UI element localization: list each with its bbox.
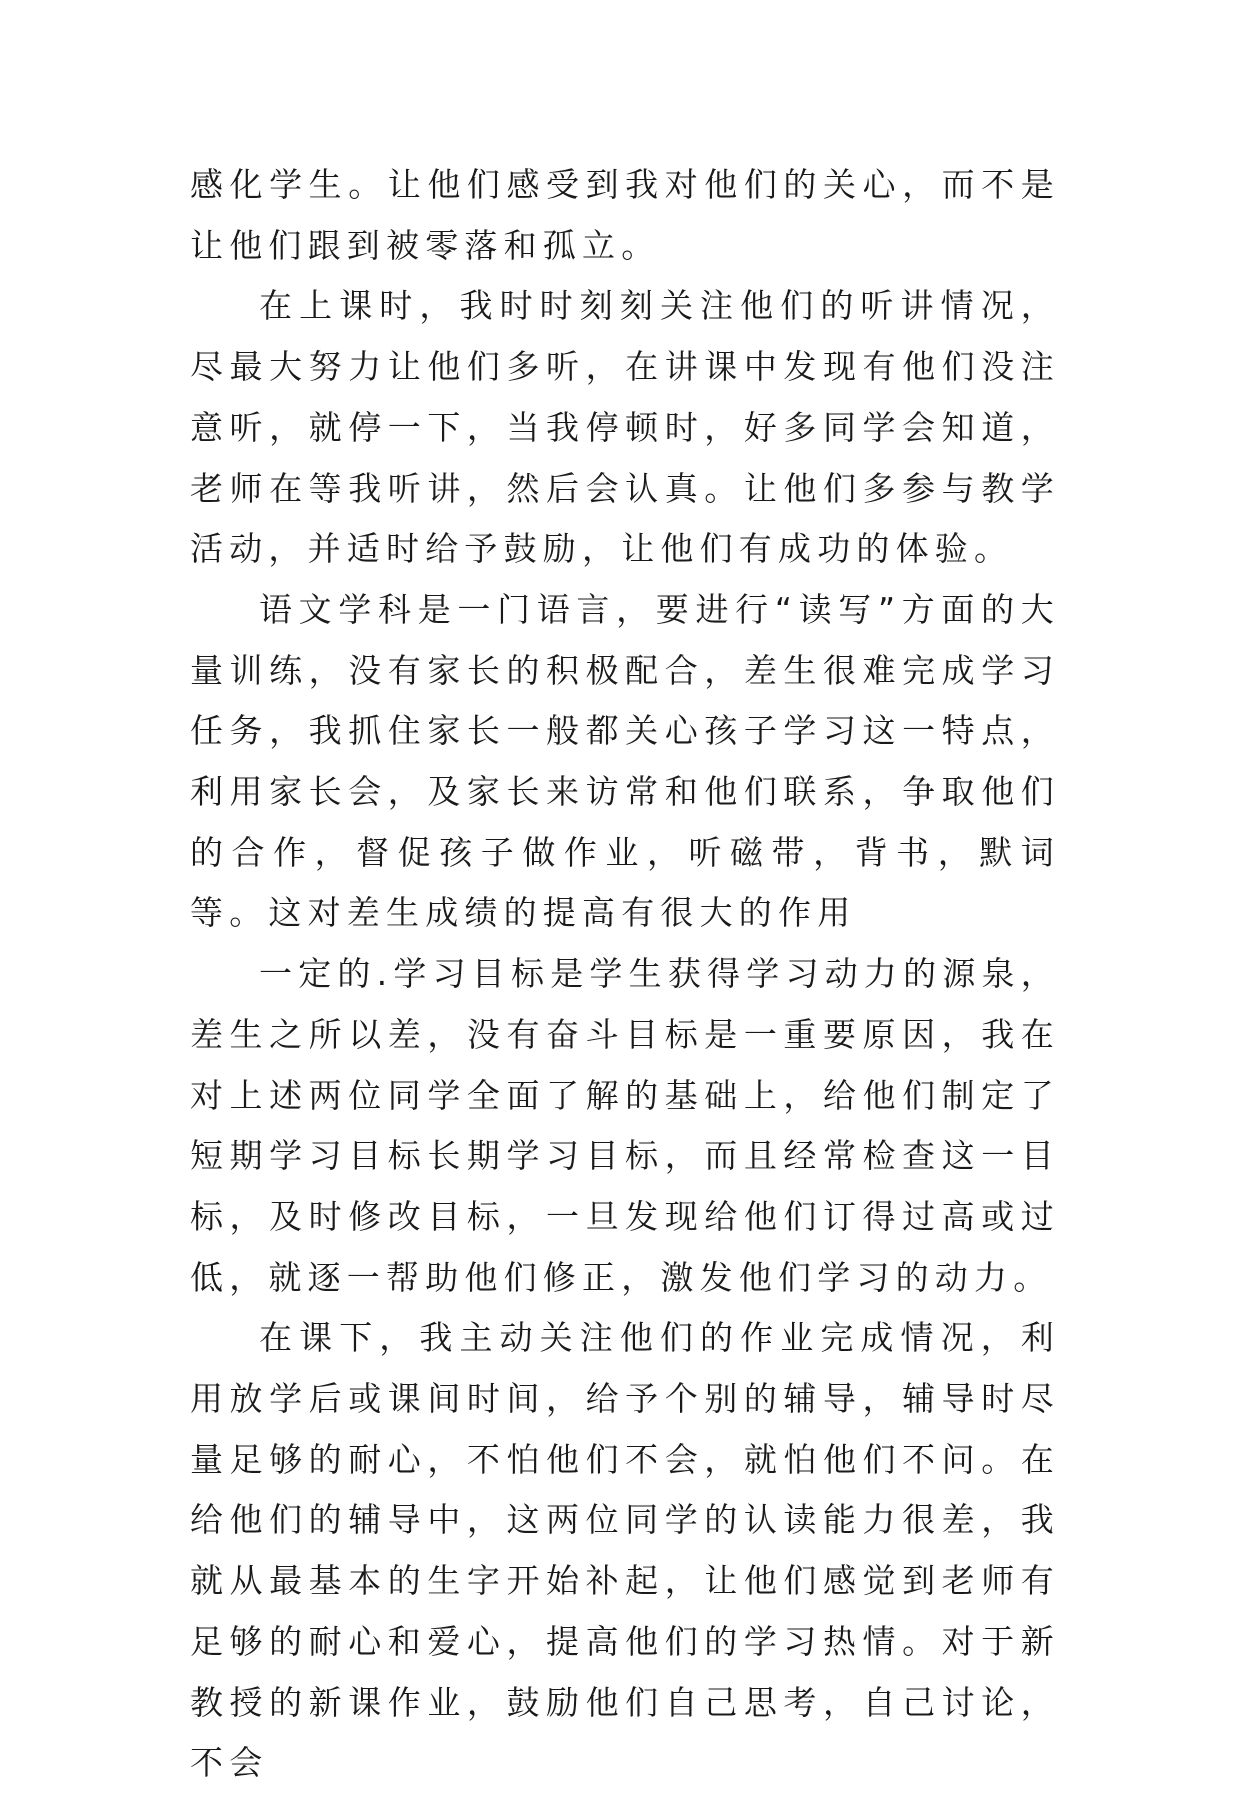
document-body	[190, 155, 1060, 1794]
paragraph-1: 感化学生。让他们感受到我对他们的关心，而不是让他们跟到被零落和孤立。	[190, 165, 1060, 265]
paragraph-3: 语文学科是一门语言，要进行“读写”方面的大量训练，没有家长的积极配合，差生很难完成学习任务，我抓住家长一般都关心孩子学习这一特点，利用家长会，及家长来访常和他们联系，争取他们的合作，督促孩子做作业，听磁带，背书，默词等。这对差生成绩的提高有很大的作用	[190, 589, 1060, 933]
paragraph-5: 在课下，我主动关注他们的作业完成情况，利用放学后或课间时间，给予个别的辅导，辅导时尽量足够的耐心，不怕他们不会，就怕他们不问。在给他们的辅导中，这两位同学的认读能力很差，我就从最基本的生字开始补起，让他们感觉到老师有足够的耐心和爱心，提高他们的学习热情。对于新教授的新课作业，鼓励他们自己思考，自己讨论，不会	[190, 1318, 1060, 1783]
paragraph-4: 一定的.学习目标是学生获得学习动力的源泉，差生之所以差，没有奋斗目标是一重要原因，我在对上述两位同学全面了解的基础上，给他们制定了短期学习目标长期学习目标，而且经常检查这一目标，及时修改目标，一旦发现给他们订得过高或过低，就逐一帮助他们修正，激发他们学习的动力。	[190, 954, 1060, 1297]
paragraph-2: 在上课时，我时时刻刻关注他们的听讲情况，尽最大努力让他们多听，在讲课中发现有他们没注意听，就停一下，当我停顿时，好多同学会知道，老师在等我听讲，然后会认真。让他们多参与教学活动，并适时给予鼓励，让他们有成功的体验。	[190, 286, 1060, 569]
